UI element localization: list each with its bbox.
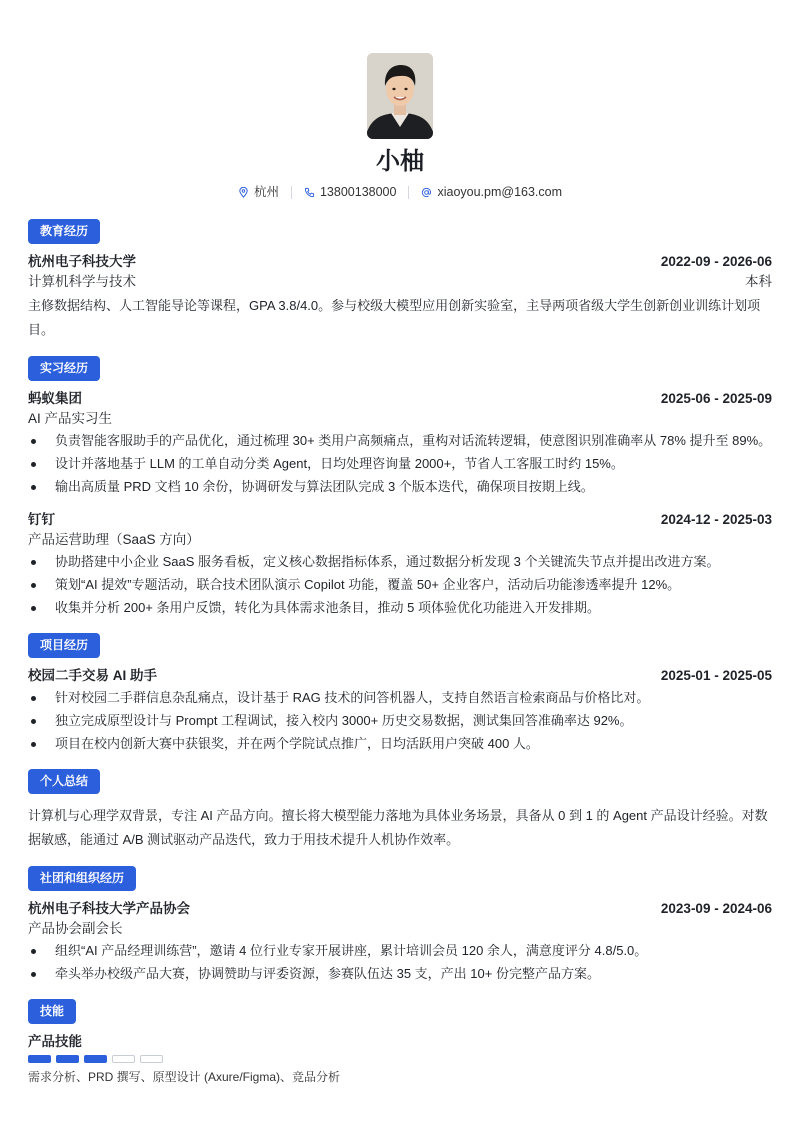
- education-section: [28, 219, 772, 342]
- bullet-item: 协助搭建中小企业 SaaS 服务看板，定义核心数据指标体系，通过数据分析发现 3 个关键流失节点并提出改进方案。: [28, 550, 772, 573]
- club-section: [28, 866, 772, 985]
- section-title-club: 社团和组织经历: [28, 866, 136, 891]
- project-date: 2025-01 - 2025-05: [660, 668, 772, 683]
- email-text: xiaoyou.pm@163.com: [437, 185, 563, 199]
- section-title-summary: 个人总结: [28, 769, 100, 794]
- education-date: 2022-09 - 2026-06: [660, 254, 772, 269]
- section-title-internship: 实习经历: [28, 356, 100, 381]
- contact-location: [238, 182, 279, 202]
- contact-divider: [291, 186, 292, 199]
- section-title-project: 项目经历: [28, 633, 100, 658]
- internship-header-row: [28, 510, 772, 530]
- skill-description: 需求分析、PRD 撰写、原型设计 (Axure/Figma)、竞品分析: [28, 1070, 341, 1084]
- club-org: 杭州电子科技大学产品协会: [28, 901, 190, 916]
- club-date: 2023-09 - 2024-06: [660, 901, 772, 916]
- bullet-list: [28, 939, 772, 985]
- contact-line: [28, 183, 772, 201]
- company-name: 钉钉: [28, 512, 55, 527]
- internship-entry: [28, 389, 772, 498]
- job-role: 产品运营助理（SaaS 方向）: [28, 532, 200, 547]
- skill-level-empty: [112, 1055, 135, 1063]
- location-text: 杭州: [253, 185, 279, 199]
- skills-section: [28, 999, 772, 1087]
- phone-text: 13800138000: [319, 185, 397, 199]
- club-header-row: [28, 899, 772, 919]
- profile-photo: [367, 53, 433, 139]
- location-pin-icon: [238, 187, 249, 198]
- phone-icon: [304, 187, 315, 198]
- summary-section: [28, 769, 772, 852]
- bullet-item: 针对校园二手群信息杂乱痛点，设计基于 RAG 技术的问答机器人，支持自然语言检索商品与价格比对。: [28, 686, 772, 709]
- internship-entry: [28, 510, 772, 619]
- bullet-item: 牵头举办校级产品大赛，协调赞助与评委资源，参赛队伍达 35 支，产出 10+ 份完整产品方案。: [28, 962, 772, 985]
- project-name: 校园二手交易 AI 助手: [28, 668, 158, 683]
- education-sub-row: [28, 272, 772, 292]
- skill-level-bars: [28, 1055, 772, 1063]
- bullet-item: 输出高质量 PRD 文档 10 余份，协调研发与算法团队完成 3 个版本迭代，确保项目按期上线。: [28, 475, 772, 498]
- degree: 本科: [745, 274, 772, 289]
- section-title-education: 教育经历: [28, 219, 100, 244]
- bullet-list: [28, 429, 772, 498]
- bullet-list: [28, 550, 772, 619]
- club-role: 产品协会副会长: [28, 921, 123, 936]
- resume-header: [28, 0, 772, 201]
- candidate-name: 小柚: [376, 148, 424, 175]
- education-header-row: [28, 252, 772, 272]
- bullet-item: 负责智能客服助手的产品优化，通过梳理 30+ 类用户高频痛点，重构对话流转逻辑，使意图识别准确率从 78% 提升至 89%。: [28, 429, 772, 452]
- skill-level-filled: [84, 1055, 107, 1063]
- internship-date: 2025-06 - 2025-09: [660, 391, 772, 406]
- bullet-item: 组织“AI 产品经理训练营”，邀请 4 位行业专家开展讲座，累计培训会员 120 余人，满意度评分 4.8/5.0。: [28, 939, 772, 962]
- company-name: 蚂蚁集团: [28, 391, 82, 406]
- project-header-row: [28, 666, 772, 686]
- education-description: 主修数据结构、人工智能导论等课程，GPA 3.8/4.0。参与校级大模型应用创新实验室，主导两项省级大学生创新创业训练计划项目。: [28, 298, 761, 337]
- project-section: [28, 633, 772, 755]
- bullet-item: 项目在校内创新大赛中获银奖，并在两个学院试点推广，日均活跃用户突破 400 人。: [28, 732, 772, 755]
- internship-header-row: [28, 389, 772, 409]
- bullet-item: 收集并分析 200+ 条用户反馈，转化为具体需求池条目，推动 5 项体验优化功能进入开发排期。: [28, 596, 772, 619]
- bullet-item: 设计并落地基于 LLM 的工单自动分类 Agent，日均处理咨询量 2000+，节省人工客服工时约 15%。: [28, 452, 772, 475]
- skill-level-filled: [56, 1055, 79, 1063]
- at-icon: [421, 187, 432, 198]
- bullet-item: 策划“AI 提效”专题活动，联合技术团队演示 Copilot 功能，覆盖 50+ 企业客户，活动后功能渗透率提升 12%。: [28, 573, 772, 596]
- bullet-item: 独立完成原型设计与 Prompt 工程调试，接入校内 3000+ 历史交易数据，测试集回答准确率达 92%。: [28, 709, 772, 732]
- summary-text: 计算机与心理学双背景，专注 AI 产品方向。擅长将大模型能力落地为具体业务场景，具备从 0 到 1 的 Agent 产品设计经验。对数据敏感，能通过 A/B 测试驱动产品迭代，致力于用技术提升人机协作效率。: [28, 808, 768, 847]
- major: 计算机科学与技术: [28, 274, 136, 289]
- skill-level-empty: [140, 1055, 163, 1063]
- skill-name: 产品技能: [28, 1034, 82, 1049]
- internship-section: [28, 356, 772, 619]
- internship-date: 2024-12 - 2025-03: [660, 512, 772, 527]
- section-title-skills: 技能: [28, 999, 76, 1024]
- skill-level-filled: [28, 1055, 51, 1063]
- school-name: 杭州电子科技大学: [28, 254, 136, 269]
- contact-divider: [408, 186, 409, 199]
- bullet-list: [28, 686, 772, 755]
- contact-email: [421, 182, 562, 202]
- job-role: AI 产品实习生: [28, 411, 113, 426]
- contact-phone: [304, 182, 396, 202]
